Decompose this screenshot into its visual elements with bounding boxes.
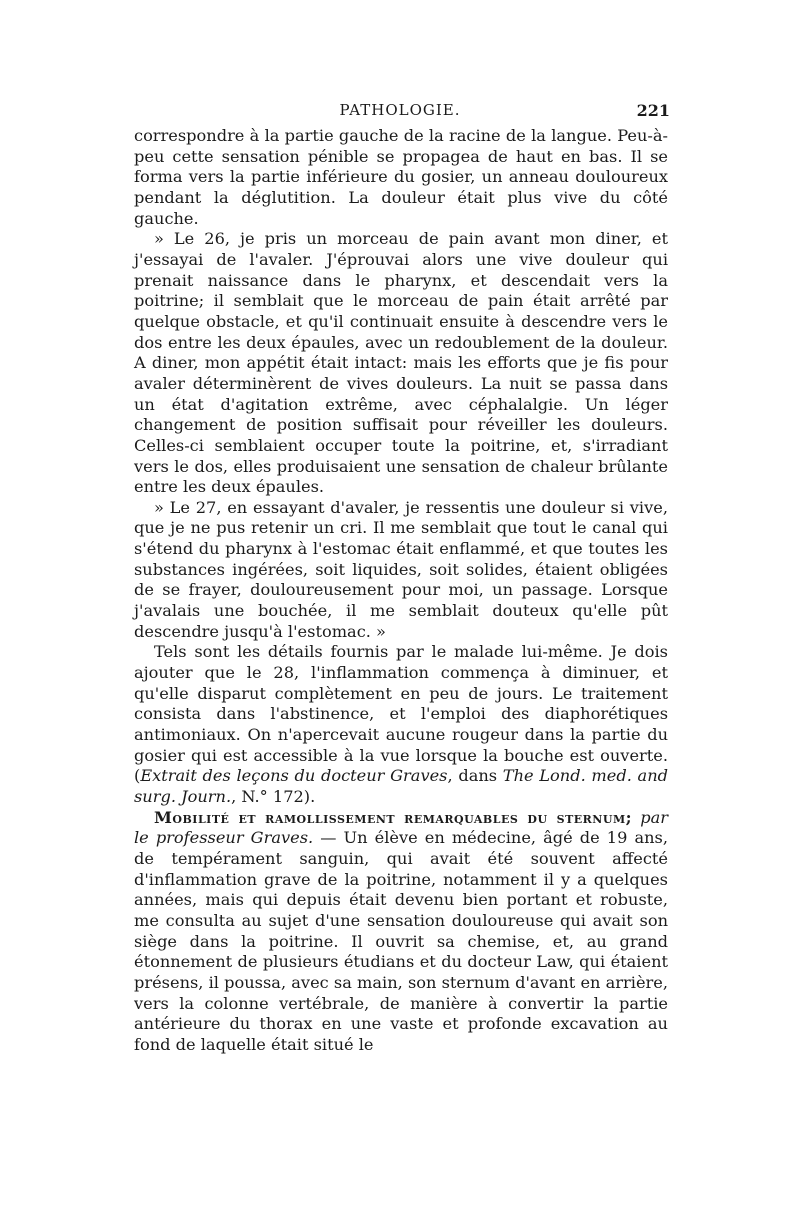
section-author: par le professeur Graves. [134, 807, 668, 848]
paragraph-sternum [134, 808, 668, 1056]
paragraph-details [134, 642, 668, 807]
journal-title: The Lond. med. and surg. Journ. [134, 766, 668, 806]
citation-source: Extrait des leçons du docteur Graves [140, 766, 448, 786]
details-text: Tels sont les détails fournis par le malade lui-même. Je dois ajouter que le 28, l'inflammation commença à diminuer, et qu'elle disparut complètement en peu de jours. Le traitement consista dans l'abstinence, et l'emploi des diaphorétiques antimoniaux. On n'apercevait aucune rougeur dans la partie du gosier qui est accessible à la vue lorsque la bouche est ouverte. ( [134, 642, 668, 786]
running-head [130, 101, 670, 123]
body-text [134, 126, 668, 1056]
sternum-text: — Un élève en médecine, âgé de 19 ans, de tempérament sanguin, qui avait été souvent affecté d'inflammation grave de la poitrine, notamment il y a quelques années, mais qui depuis était devenu bien portant et robuste, me consulta au sujet d'une sensation douloureuse qui avait son siège dans la poitrine. Il ouvrit sa chemise, et, au grand étonnement de plusieurs étudians et du docteur Law, qui étaient présens, il poussa, avec sa main, son sternum d'avant en arrière, vers la colonne vertébrale, de manière à convertir la partie antérieure du thorax en une vaste et profonde excavation au fond de laquelle était situé le [134, 828, 669, 1054]
citation-connector: , dans [447, 766, 503, 786]
section-heading: Mobilité et ramollissement remarquables du sternum; [154, 807, 633, 827]
paragraph-quote-27: » Le 27, en essayant d'avaler, je ressentis une douleur si vive, que je ne pus retenir un cri. Il me semblait que tout le canal qui s'étend du pharynx à l'estomac était enflammé, et que toutes les substances ingérées, soit liquides, soit solides, étaient obligées de se frayer, douloureusement pour moi, un passage. Lorsque j'avalais une bouchée, il me semblait douteux qu'elle pût descendre jusqu'à l'estomac. » [134, 497, 668, 641]
paragraph-quote-26: » Le 26, je pris un morceau de pain avant mon diner, et j'essayai de l'avaler. J'éprouvai alors une vive douleur qui prenait naissance dans le pharynx, et descendait vers la poitrine; il semblait que le morceau de pain était arrêté par quelque obstacle, et qu'il continuait ensuite à descendre vers le dos entre les deux épaules, avec un redoublement de la douleur. A diner, mon appétit était intact: mais les efforts que je fis pour avaler déterminèrent de vives douleurs. La nuit se passa dans un état d'agitation extrême, avec céphalalgie. Un léger changement de position suffisait pour réveiller les douleurs. Celles-ci semblaient occuper toute la poitrine, et, s'irradiant vers le dos, elles produisaient une sensation de chaleur brûlante entre les deux épaules. [134, 229, 668, 497]
page-number: 221 [636, 101, 670, 120]
running-title: PATHOLOGIE. [339, 101, 461, 119]
paragraph-continuation: correspondre à la partie gauche de la racine de la langue. Peu-à-peu cette sensation pénible se propagea de haut en bas. Il se forma vers la partie inférieure du gosier, un anneau douloureux pendant la déglutition. La douleur était plus vive du côté gauche. [134, 126, 668, 228]
citation-number: , N.° 172). [231, 787, 316, 806]
